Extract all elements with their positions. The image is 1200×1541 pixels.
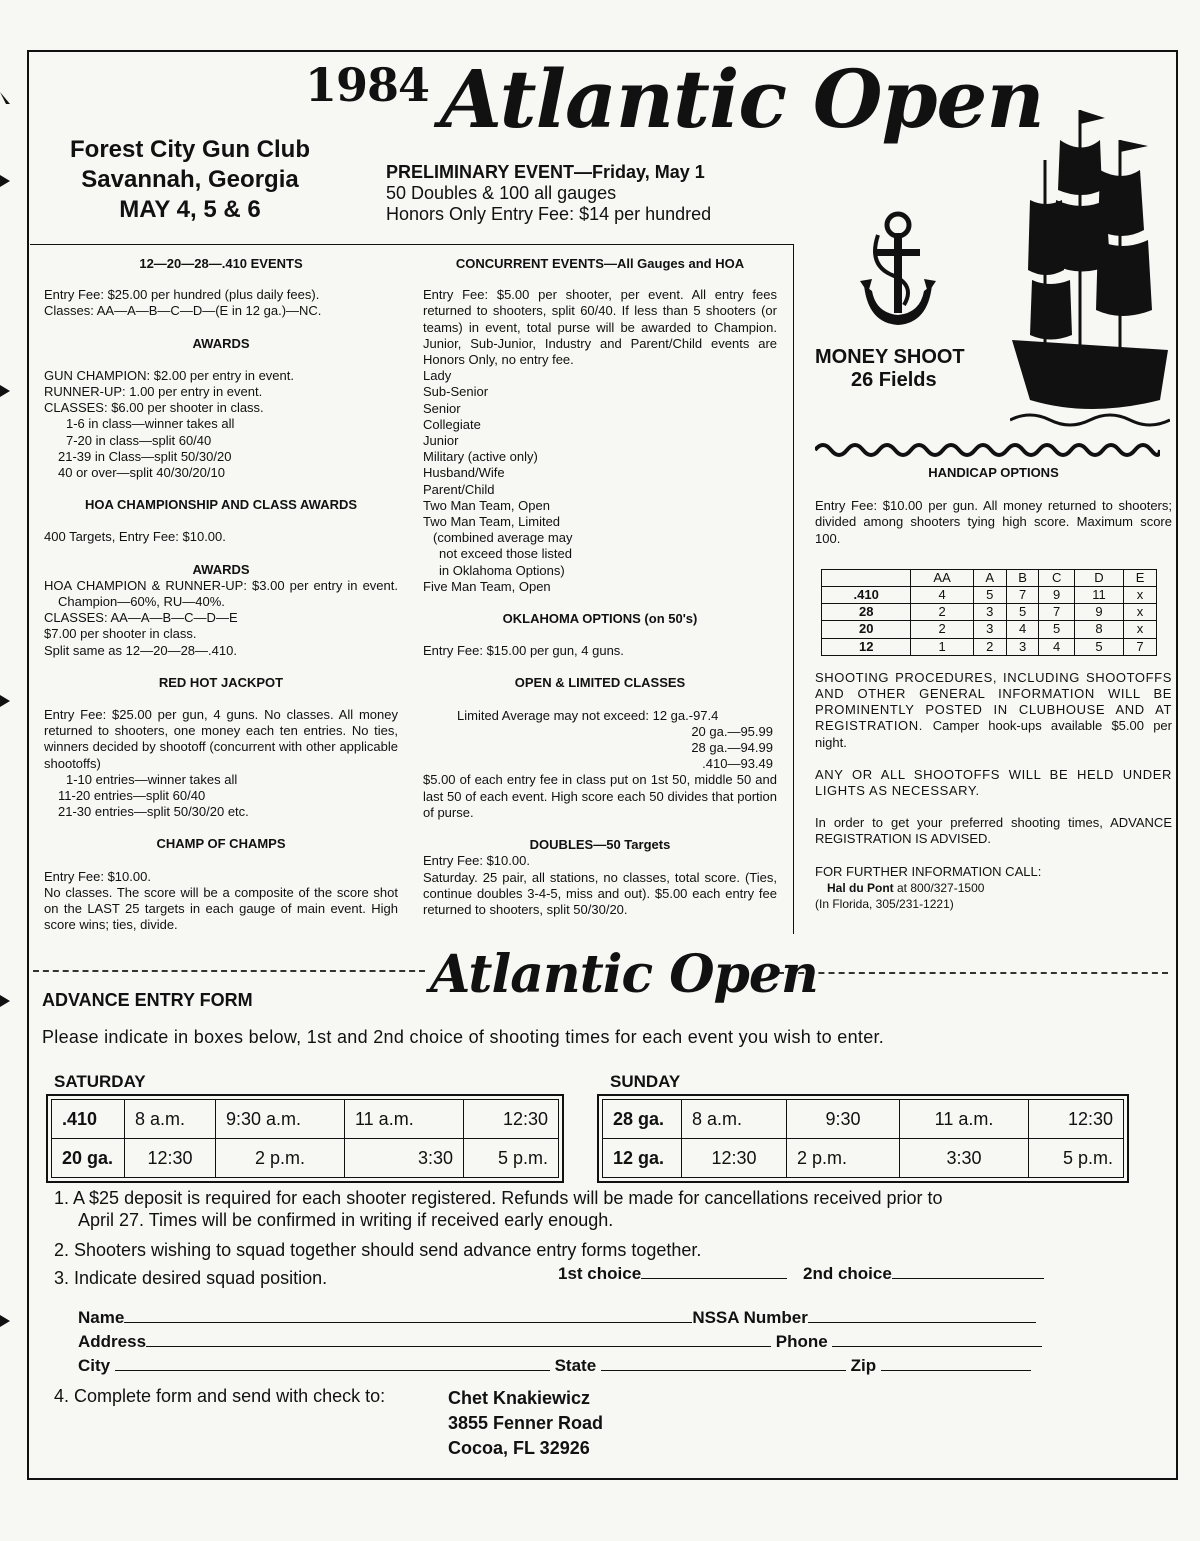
- table-cell: 3: [1006, 638, 1039, 655]
- events-classes: Classes: AA—A—B—C—D—(E in 12 ga.)—NC.: [44, 303, 322, 319]
- table-cell: 2: [911, 621, 973, 638]
- prelim-line: 50 Doubles & 100 all gauges: [386, 183, 617, 203]
- club-name: Forest City Gun Club: [70, 136, 310, 163]
- table-row: [822, 604, 1157, 621]
- time-slot[interactable]: 8 a.m.: [682, 1100, 787, 1139]
- address-input[interactable]: [146, 1332, 771, 1347]
- time-slot[interactable]: 2 p.m.: [787, 1139, 900, 1178]
- margin-mark: [0, 695, 10, 707]
- table-row: [822, 587, 1157, 604]
- concurrent-event: Two Man Team, Open: [423, 497, 550, 513]
- hoa-fee: 400 Targets, Entry Fee: $10.00.: [44, 529, 226, 545]
- table-row: [52, 1139, 559, 1178]
- table-row: [603, 1139, 1124, 1178]
- table-cell: 8: [1074, 621, 1123, 638]
- time-slot[interactable]: 8 a.m.: [125, 1100, 216, 1139]
- table-cell: E: [1124, 569, 1157, 586]
- champ-text: No classes. The score will be a composite of the score shot on the LAST 25 targets in each gauge of main event. High score wins; ties, divide.: [44, 884, 398, 933]
- column-divider: [793, 244, 794, 934]
- column-left: [44, 256, 398, 934]
- club-location: Savannah, Georgia: [81, 166, 299, 193]
- jackpot-split: 11-20 entries—split 60/40: [58, 788, 206, 804]
- preliminary-event: [386, 162, 711, 225]
- form-heading: ADVANCE ENTRY FORM: [42, 990, 253, 1010]
- concurrent-note: (combined average may: [433, 530, 573, 546]
- time-slot[interactable]: 3:30: [345, 1139, 464, 1178]
- zip-label: Zip: [850, 1356, 877, 1375]
- time-slot[interactable]: 12:30: [682, 1139, 787, 1178]
- info-phone: at 800/327-1500: [893, 880, 985, 895]
- concurrent-note: in Oklahoma Options): [439, 562, 565, 578]
- concurrent-event: Sub-Senior: [423, 384, 489, 400]
- phone-input[interactable]: [832, 1332, 1042, 1347]
- oklahoma-fee: Entry Fee: $15.00 per gun, 4 guns.: [423, 643, 624, 659]
- camper-text: Camper hook-ups available $5.00 per night.: [815, 718, 1172, 750]
- jackpot-split: 21-30 entries—split 50/30/20 etc.: [58, 804, 249, 820]
- events-fee: Entry Fee: $25.00 per hundred (plus daily fees).: [44, 287, 320, 303]
- concurrent-event: Five Man Team, Open: [423, 578, 551, 594]
- time-slot[interactable]: 12:30: [464, 1100, 559, 1139]
- table-cell: 7: [1039, 604, 1074, 621]
- advance-text: In order to get your preferred shooting times, ADVANCE REGISTRATION IS ADVISED.: [815, 815, 1172, 847]
- table-cell: 28: [822, 604, 911, 621]
- sailing-ship-icon: [1010, 100, 1170, 430]
- saturday-schedule: [46, 1094, 564, 1183]
- state-input[interactable]: [601, 1356, 846, 1371]
- limited-text: $5.00 of each entry fee in class put on 1st 50, middle 50 and last 50 of each event. High score each 50 divides that portion of purse.: [423, 772, 777, 820]
- concurrent-event: Collegiate: [423, 416, 481, 432]
- jackpot-text: Entry Fee: $25.00 per gun, 4 guns. No classes. All money returned to shooters, one money each ten entries. No ties, winners decided by shootoff (concurrent with other applicable shootoffs): [44, 707, 398, 771]
- table-cell: B: [1006, 569, 1039, 586]
- table-cell: D: [1074, 569, 1123, 586]
- address-row: [78, 1330, 1042, 1354]
- city-input[interactable]: [115, 1356, 550, 1371]
- info-heading: FOR FURTHER INFORMATION CALL:: [815, 863, 1042, 879]
- table-cell: 7: [1006, 587, 1039, 604]
- name-label: Name: [78, 1308, 125, 1327]
- sunday-schedule: [597, 1094, 1129, 1183]
- second-choice-input[interactable]: [892, 1264, 1044, 1279]
- event-year: 1984: [305, 58, 430, 112]
- handicap-text: Entry Fee: $10.00 per gun. All money returned to shooters; divided among shooters tying high score. Maximum score 100.: [815, 498, 1172, 546]
- time-slot[interactable]: 11 a.m.: [345, 1100, 464, 1139]
- state-label: State: [554, 1356, 597, 1375]
- gauge-cell: 28 ga.: [603, 1100, 682, 1139]
- time-slot[interactable]: 2 p.m.: [216, 1139, 345, 1178]
- table-cell: 7: [1124, 638, 1157, 655]
- table-row: [822, 621, 1157, 638]
- rope-divider-icon: [815, 440, 1160, 460]
- name-row: [78, 1306, 1042, 1330]
- table-cell: 9: [1039, 587, 1074, 604]
- mailing-street: 3855 Fenner Road: [448, 1413, 604, 1433]
- section-heading: HANDICAP OPTIONS: [928, 465, 1059, 480]
- time-slot[interactable]: 5 p.m.: [464, 1139, 559, 1178]
- table-cell: A: [973, 569, 1006, 586]
- event-dates: MAY 4, 5 & 6: [119, 196, 261, 223]
- section-heading: 12—20—28—.410 EVENTS: [139, 256, 303, 271]
- table-cell: 5: [973, 587, 1006, 604]
- note-deposit-cont: April 27. Times will be confirmed in writing if received early enough.: [78, 1210, 614, 1230]
- award-line: RUNNER-UP: 1.00 per entry in event.: [44, 384, 263, 400]
- contact-fields: [78, 1306, 1042, 1378]
- champ-fee: Entry Fee: $10.00.: [44, 868, 151, 884]
- award-split: 40 or over—split 40/30/20/10: [58, 465, 225, 481]
- table-cell: 4: [911, 587, 973, 604]
- city-label: City: [78, 1356, 111, 1375]
- concurrent-event: Military (active only): [423, 449, 538, 465]
- table-cell: x: [1124, 587, 1157, 604]
- table-header-row: [822, 569, 1157, 586]
- phone-label: Phone: [775, 1332, 828, 1351]
- time-slot[interactable]: 3:30: [900, 1139, 1029, 1178]
- section-heading: CHAMP OF CHAMPS: [156, 836, 286, 852]
- shootoff-text: ANY OR ALL SHOOTOFFS WILL BE HELD UNDER LIGHTS AS NECESSARY.: [815, 766, 1172, 799]
- award-line: GUN CHAMPION: $2.00 per entry in event.: [44, 367, 294, 383]
- time-slot[interactable]: 12:30: [125, 1139, 216, 1178]
- table-cell: 4: [1039, 638, 1074, 655]
- mailing-address: [448, 1386, 603, 1461]
- time-slot[interactable]: 12:30: [1029, 1100, 1124, 1139]
- table-cell: 11: [1074, 587, 1123, 604]
- column-middle: [423, 256, 777, 918]
- concurrent-event: Lady: [423, 368, 452, 384]
- table-cell: 5: [1006, 604, 1039, 621]
- concurrent-text: Entry Fee: $5.00 per shooter, per event. All entry fees returned to shooters, split 60/40. If less than 5 shooters (or teams) in event, total purse will be awarded to Champion. Junior, Sub-Junior, Industry and Parent/Child events are Honors Only, no entry fee.: [423, 287, 777, 368]
- header-divider: [30, 244, 794, 245]
- form-instruction: Please indicate in boxes below, 1st and 2nd choice of shooting times for each event you wish to enter.: [42, 1027, 885, 1047]
- section-heading: RED HOT JACKPOT: [158, 674, 284, 690]
- procedures-main: SHOOTING PROCEDURES, INCLUDING SHOOTOFFS AND OTHER GENERAL INFORMATION WILL BE PROMINENTLY POSTED IN CLUBHOUSE AND AT REGISTRATION.: [815, 669, 1172, 734]
- time-slot[interactable]: 9:30 a.m.: [216, 1100, 345, 1139]
- mailing-name: Chet Knakiewicz: [448, 1388, 591, 1408]
- margin-mark: [0, 995, 10, 1007]
- limited-average: Limited Average may not exceed: 12 ga.-97.4: [457, 707, 719, 723]
- club-info: [60, 135, 320, 225]
- procedures-text: [815, 670, 1172, 751]
- concurrent-event: Parent/Child: [423, 481, 495, 497]
- hoa-award-line: HOA CHAMPION & RUNNER-UP: $3.00 per entry in event. Champion—60%, RU—40%.: [44, 577, 398, 610]
- limited-average: 20 ga.—95.99: [691, 723, 773, 739]
- city-row: [78, 1354, 1042, 1378]
- saturday-label: SATURDAY: [54, 1072, 146, 1091]
- first-choice-field: [558, 1264, 787, 1284]
- table-cell: x: [1124, 621, 1157, 638]
- concurrent-event: Husband/Wife: [423, 465, 505, 481]
- concurrent-note: not exceed those listed: [439, 546, 572, 562]
- award-split: 21-39 in Class—split 50/30/20: [58, 448, 232, 464]
- time-slot[interactable]: 5 p.m.: [1029, 1139, 1124, 1178]
- table-cell: 2: [973, 638, 1006, 655]
- note-deposit: 1. A $25 deposit is required for each shooter registered. Refunds will be made for cancellations received prior to: [54, 1188, 943, 1208]
- concurrent-event: Junior: [423, 433, 459, 449]
- cut-line: [778, 972, 1168, 974]
- margin-mark: [0, 175, 10, 187]
- margin-mark: [0, 1315, 10, 1327]
- money-shoot-fields: 26 Fields: [851, 369, 937, 391]
- note-send: 4. Complete form and send with check to:: [54, 1386, 386, 1406]
- section-heading: AWARDS: [192, 335, 250, 351]
- table-cell: AA: [911, 569, 973, 586]
- gauge-cell: .410: [52, 1100, 125, 1139]
- event-title: Atlantic Open: [440, 52, 1044, 146]
- award-split: 1-6 in class—winner takes all: [66, 416, 235, 432]
- award-line: CLASSES: $6.00 per shooter in class.: [44, 400, 264, 416]
- table-cell: 4: [1006, 621, 1039, 638]
- zip-input[interactable]: [881, 1356, 1031, 1371]
- money-shoot-title: MONEY SHOOT: [815, 346, 965, 368]
- money-shoot: [815, 346, 965, 392]
- form-title: Atlantic Open: [430, 944, 818, 1005]
- table-cell: 2: [911, 604, 973, 621]
- hoa-award-line: $7.00 per shooter in class.: [44, 626, 197, 642]
- award-split: 7-20 in class—split 60/40: [66, 432, 212, 448]
- column-right: [815, 465, 1172, 912]
- table-cell: 5: [1039, 621, 1074, 638]
- table-row: [822, 638, 1157, 655]
- first-choice-input[interactable]: [641, 1264, 787, 1279]
- gauge-cell: 20 ga.: [52, 1139, 125, 1178]
- prelim-title: PRELIMINARY EVENT—Friday, May 1: [386, 162, 705, 182]
- concurrent-event: Two Man Team, Limited: [423, 514, 561, 530]
- saturday-table: [51, 1099, 559, 1178]
- table-cell: 3: [973, 621, 1006, 638]
- first-choice-label: 1st choice: [558, 1264, 642, 1283]
- gauge-cell: 12 ga.: [603, 1139, 682, 1178]
- second-choice-field: [803, 1264, 1044, 1284]
- margin-mark: [0, 92, 10, 104]
- name-input[interactable]: [124, 1308, 692, 1323]
- table-cell: 12: [822, 638, 911, 655]
- mailing-city: Cocoa, FL 32926: [448, 1438, 590, 1458]
- note-squad: 2. Shooters wishing to squad together should send advance entry forms together.: [54, 1240, 702, 1260]
- table-row: [52, 1100, 559, 1139]
- sunday-table: [602, 1099, 1124, 1178]
- table-cell: [822, 569, 911, 586]
- section-heading: OPEN & LIMITED CLASSES: [514, 675, 686, 691]
- section-heading: CONCURRENT EVENTS—All Gauges and HOA: [455, 256, 745, 271]
- nssa-label: NSSA Number: [692, 1308, 808, 1327]
- section-heading: DOUBLES—50 Targets: [529, 837, 671, 853]
- table-cell: .410: [822, 587, 911, 604]
- section-heading: HOA CHAMPIONSHIP AND CLASS AWARDS: [84, 497, 358, 513]
- address-label: Address: [78, 1332, 147, 1351]
- table-row: [603, 1100, 1124, 1139]
- table-cell: 20: [822, 621, 911, 638]
- time-slot[interactable]: 11 a.m.: [900, 1100, 1029, 1139]
- prelim-line: Honors Only Entry Fee: $14 per hundred: [386, 204, 712, 224]
- anchor-icon: [858, 205, 938, 335]
- concurrent-event: Senior: [423, 400, 461, 416]
- table-cell: x: [1124, 604, 1157, 621]
- note-position-text: 3. Indicate desired squad position.: [54, 1268, 328, 1288]
- time-slot[interactable]: 9:30: [787, 1100, 900, 1139]
- info-name: Hal du Pont: [827, 880, 894, 895]
- cut-line: [33, 970, 425, 972]
- table-cell: 5: [1074, 638, 1123, 655]
- section-heading: OKLAHOMA OPTIONS (on 50's): [502, 611, 698, 627]
- info-contact: [815, 880, 1172, 896]
- limited-average: .410—93.49: [702, 756, 773, 772]
- handicap-table: [821, 569, 1157, 656]
- table-cell: 3: [973, 604, 1006, 621]
- section-heading: AWARDS: [192, 561, 250, 577]
- doubles-text: Saturday. 25 pair, all stations, no classes, total score. (Ties, continue doubles 3-4-5, miss and out). $5.00 each entry fee returned to shooters, split 50/30/20.: [423, 869, 777, 917]
- table-cell: 9: [1074, 604, 1123, 621]
- info-florida: (In Florida, 305/231-1221): [815, 897, 954, 912]
- table-cell: C: [1039, 569, 1074, 586]
- table-cell: 1: [911, 638, 973, 655]
- second-choice-label: 2nd choice: [803, 1264, 892, 1283]
- doubles-fee: Entry Fee: $10.00.: [423, 853, 530, 869]
- hoa-award-line: CLASSES: AA—A—B—C—D—E: [44, 610, 238, 626]
- nssa-input[interactable]: [808, 1308, 1036, 1323]
- sunday-label: SUNDAY: [610, 1072, 681, 1091]
- margin-mark: [0, 385, 10, 397]
- hoa-award-line: Split same as 12—20—28—.410.: [44, 642, 237, 658]
- limited-average: 28 ga.—94.99: [691, 740, 773, 756]
- jackpot-split: 1-10 entries—winner takes all: [66, 771, 238, 787]
